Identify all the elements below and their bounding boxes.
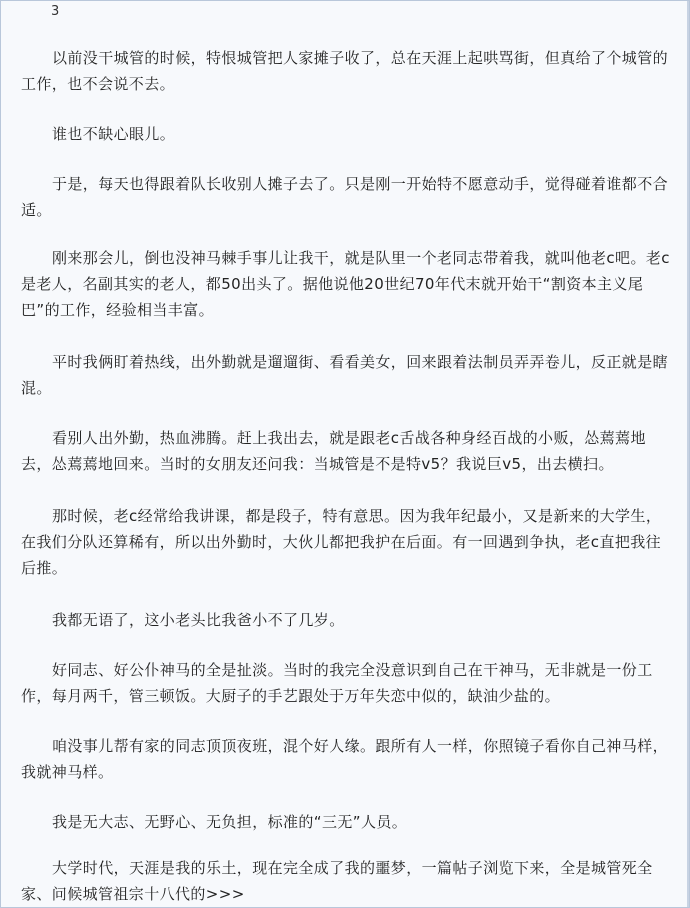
right-border: [687, 1, 689, 907]
paragraph-1: 以前没干城管的时候，特恨城管把人家摊子收了，总在天涯上起哄骂街，但真给了个城管的工作，也不会说不去。: [21, 49, 669, 93]
paragraph-11: 我是无大志、无野心、无负担，标准的“三无”人员。: [52, 813, 408, 831]
paragraph-7: 那时候，老c经常给我讲课，都是段子，特有意思。因为我年纪最小，又是新来的大学生，在我们分队还算稀有，所以出外勤时，大伙儿都把我护在后面。有一回遇到争执，老c直把我往后推。: [21, 507, 662, 577]
paragraph-6: 看别人出外勤，热血沸腾。赶上我出去，就是跟老c舌战各种身经百战的小贩，怂蔫蔫地去，怂蔫蔫地回来。当时的女朋友还问我：当城管是不是特v5？我说巨v5，出去横扫。: [21, 429, 646, 473]
paragraph-5: 平时我俩盯着热线，出外勤就是遛遛街、看看美女，回来跟着法制员弄弄卷儿，反正就是瞎混。: [21, 353, 669, 397]
paragraph-9: 好同志、好公仆神马的全是扯淡。当时的我完全没意识到自己在干神马，无非就是一份工作，每月两千，管三顿饭。大厨子的手艺跟处于万年失恋中似的，缺油少盐的。: [21, 661, 653, 705]
paragraph-3: 于是，每天也得跟着队长收别人摊子去了。只是刚一开始特不愿意动手，觉得碰着谁都不合适。: [21, 175, 669, 219]
page-number: 3: [51, 4, 60, 19]
paragraph-8: 我都无语了，这小老头比我爸小不了几岁。: [52, 611, 345, 629]
paragraph-4: 刚来那会儿，倒也没神马棘手事儿让我干，就是队里一个老同志带着我，就叫他老c吧。老c是老人，名副其实的老人，都50出头了。据他说他20世纪70年代末就开始干“割资本主义尾巴”的工作，经验相当丰富。: [21, 249, 670, 319]
paragraph-2: 谁也不缺心眼儿。: [52, 125, 176, 143]
paragraph-12: 大学时代，天涯是我的乐土，现在完全成了我的噩梦，一篇帖子浏览下来，全是城管死全家、问候城管祖宗十八代的>>>: [21, 859, 653, 903]
paragraph-10: 咱没事儿帮有家的同志顶顶夜班，混个好人缘。跟所有人一样，你照镜子看你自己神马样，我就神马样。: [21, 737, 669, 781]
